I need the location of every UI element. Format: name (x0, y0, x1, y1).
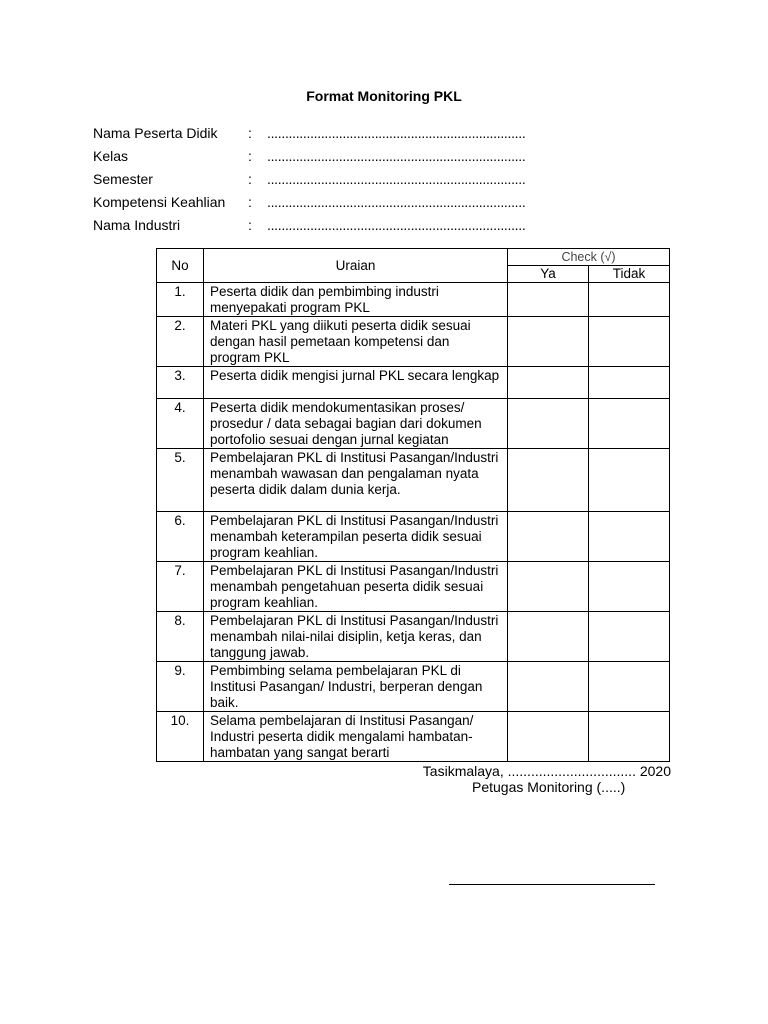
check-tidak-cell[interactable] (589, 317, 670, 367)
field-colon: : (248, 148, 252, 164)
check-tidak-cell[interactable] (589, 283, 670, 317)
field-colon: : (248, 217, 252, 233)
table-row (157, 562, 670, 612)
row-description: Materi PKL yang diikuti peserta didik sesuai dengan hasil pemetaan kompetensi dan program PKL (204, 317, 508, 367)
row-description: Pembelajaran PKL di Institusi Pasangan/Industri menambah wawasan dan pengalaman nyata peserta didik dalam dunia kerja. (204, 449, 508, 512)
check-ya-cell[interactable] (508, 283, 589, 317)
row-description: Pembelajaran PKL di Institusi Pasangan/Industri menambah keterampilan peserta didik sesuai program keahlian. (204, 512, 508, 562)
field-semester (93, 171, 573, 194)
table-row (157, 449, 670, 512)
signature-line (449, 884, 655, 885)
header-no: No (157, 249, 204, 283)
row-number: 3. (157, 367, 204, 399)
field-label: Nama Peserta Didik (93, 125, 218, 141)
row-number: 9. (157, 662, 204, 712)
row-number: 4. (157, 399, 204, 449)
check-ya-cell[interactable] (508, 512, 589, 562)
check-tidak-cell[interactable] (589, 712, 670, 762)
check-ya-cell[interactable] (508, 612, 589, 662)
check-tidak-cell[interactable] (589, 512, 670, 562)
table-row (157, 612, 670, 662)
field-colon: : (248, 171, 252, 187)
check-ya-cell[interactable] (508, 562, 589, 612)
header-tidak: Tidak (589, 266, 670, 283)
field-nama-industri (93, 217, 573, 240)
check-tidak-cell[interactable] (589, 562, 670, 612)
document-title: Format Monitoring PKL (306, 88, 462, 104)
check-ya-cell[interactable] (508, 367, 589, 399)
row-description: Peserta didik mengisi jurnal PKL secara lengkap (204, 367, 508, 399)
row-description: Pembelajaran PKL di Institusi Pasangan/Industri menambah pengetahuan peserta didik sesuai program keahlian. (204, 562, 508, 612)
table-row (157, 662, 670, 712)
row-number: 1. (157, 283, 204, 317)
check-ya-cell[interactable] (508, 662, 589, 712)
row-number: 8. (157, 612, 204, 662)
field-label: Semester (93, 171, 153, 187)
table-header-row (157, 249, 670, 266)
field-colon: : (248, 194, 252, 210)
table-row (157, 367, 670, 399)
check-ya-cell[interactable] (508, 399, 589, 449)
row-description: Pembelajaran PKL di Institusi Pasangan/Industri menambah nilai-nilai disiplin, ketja keras, dan tanggung jawab. (204, 612, 508, 662)
field-colon: : (248, 125, 252, 141)
row-description: Selama pembelajaran di Institusi Pasangan/ Industri peserta didik mengalami hambatan-hambatan yang sangat berarti (204, 712, 508, 762)
field-nama-peserta-didik (93, 125, 573, 148)
check-tidak-cell[interactable] (589, 612, 670, 662)
field-blank: ........................................................................ (267, 148, 526, 164)
field-blank: ........................................................................ (267, 217, 526, 233)
row-description: Peserta didik dan pembimbing industri menyepakati program PKL (204, 283, 508, 317)
header-uraian: Uraian (204, 249, 508, 283)
table-row (157, 512, 670, 562)
place-date: Tasikmalaya, ................................. 2020 (422, 763, 671, 779)
row-description: Peserta didik mendokumentasikan proses/ prosedur / data sebagai bagian dari dokumen portofolio sesuai dengan jurnal kegiatan (204, 399, 508, 449)
field-label: Nama Industri (93, 217, 181, 233)
row-number: 7. (157, 562, 204, 612)
table-row (157, 283, 670, 317)
field-blank: ........................................................................ (267, 194, 526, 210)
check-ya-cell[interactable] (508, 317, 589, 367)
table-row (157, 399, 670, 449)
check-tidak-cell[interactable] (589, 367, 670, 399)
header-check: Check (√) (508, 249, 670, 266)
row-description: Pembimbing selama pembelajaran PKL di Institusi Pasangan/ Industri, berperan dengan baik. (204, 662, 508, 712)
check-ya-cell[interactable] (508, 449, 589, 512)
table-row (157, 712, 670, 762)
row-number: 6. (157, 512, 204, 562)
field-blank: ........................................................................ (267, 125, 526, 141)
officer-label: Petugas Monitoring (.....) (472, 779, 626, 795)
field-blank: ........................................................................ (267, 171, 526, 187)
field-kelas (93, 148, 573, 171)
check-tidak-cell[interactable] (589, 662, 670, 712)
check-ya-cell[interactable] (508, 712, 589, 762)
table-row (157, 317, 670, 367)
identity-fields (93, 125, 573, 240)
row-number: 10. (157, 712, 204, 762)
field-kompetensi-keahlian (93, 194, 573, 217)
header-ya: Ya (508, 266, 589, 283)
field-label: Kelas (93, 148, 129, 164)
monitoring-table (156, 248, 670, 762)
row-number: 2. (157, 317, 204, 367)
row-number: 5. (157, 449, 204, 512)
check-tidak-cell[interactable] (589, 449, 670, 512)
check-tidak-cell[interactable] (589, 399, 670, 449)
field-label: Kompetensi Keahlian (93, 194, 226, 210)
